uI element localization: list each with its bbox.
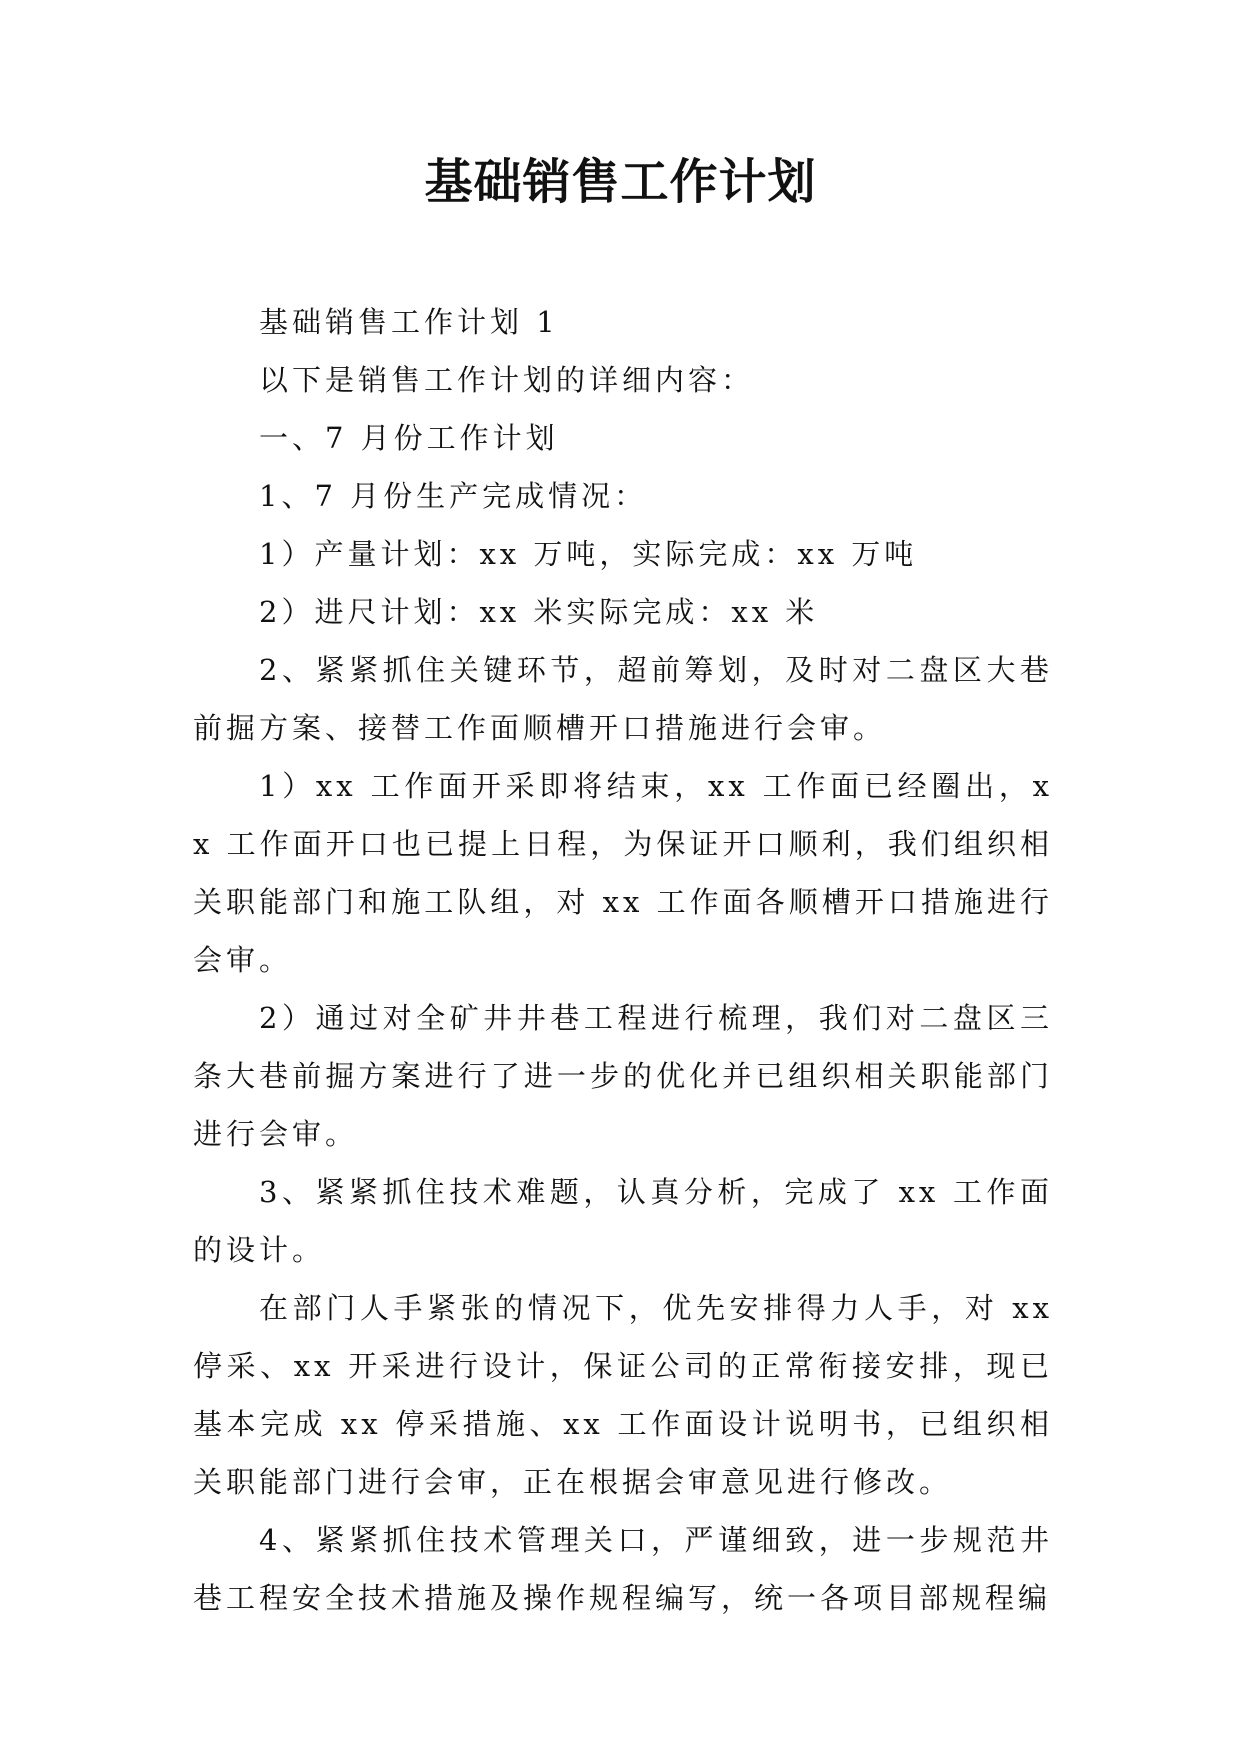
document-body: [193, 293, 1053, 1627]
paragraph-staffing-design: 在部门人手紧张的情况下，优先安排得力人手，对 xx 停采、xx 开采进行设计，保证公司的正常衔接安排，现已基本完成 xx 停采措施、xx 工作面设计说明书，已组织相关职能部门进行会审，正在根据会审意见进行修改。: [193, 1291, 1053, 1499]
paragraph-technical-management: 4、紧紧抓住技术管理关口，严谨细致，进一步规范井巷工程安全技术措施及操作规程编写，统一各项目部规程编: [193, 1523, 1053, 1615]
paragraph-technical-problems: 3、紧紧抓住技术难题，认真分析，完成了 xx 工作面的设计。: [193, 1175, 1053, 1267]
paragraph-workface-review: 1）xx 工作面开采即将结束，xx 工作面已经圈出，xx 工作面开口也已提上日程，为保证开口顺利，我们组织相关职能部门和施工队组，对 xx 工作面各顺槽开口措施进行会审。: [193, 769, 1053, 977]
paragraph-output-plan: 1）产量计划：xx 万吨，实际完成：xx 万吨: [259, 537, 918, 571]
paragraph-intro: 以下是销售工作计划的详细内容：: [259, 363, 755, 397]
paragraph-heading-1: 基础销售工作计划 1: [259, 305, 559, 339]
paragraph-roadway-optimization: 2）通过对全矿井井巷工程进行梳理，我们对二盘区三条大巷前掘方案进行了进一步的优化并已组织相关职能部门进行会审。: [193, 1001, 1053, 1151]
paragraph-footage-plan: 2）进尺计划：xx 米实际完成：xx 米: [259, 595, 819, 629]
paragraph-section-july-plan: 一、7 月份工作计划: [259, 421, 559, 455]
document-title: 基础销售工作计划: [424, 154, 817, 210]
paragraph-key-links: 2、紧紧抓住关键环节，超前筹划，及时对二盘区大巷前掘方案、接替工作面顺槽开口措施进行会审。: [193, 653, 1053, 745]
paragraph-production-status: 1、7 月份生产完成情况：: [259, 479, 648, 513]
